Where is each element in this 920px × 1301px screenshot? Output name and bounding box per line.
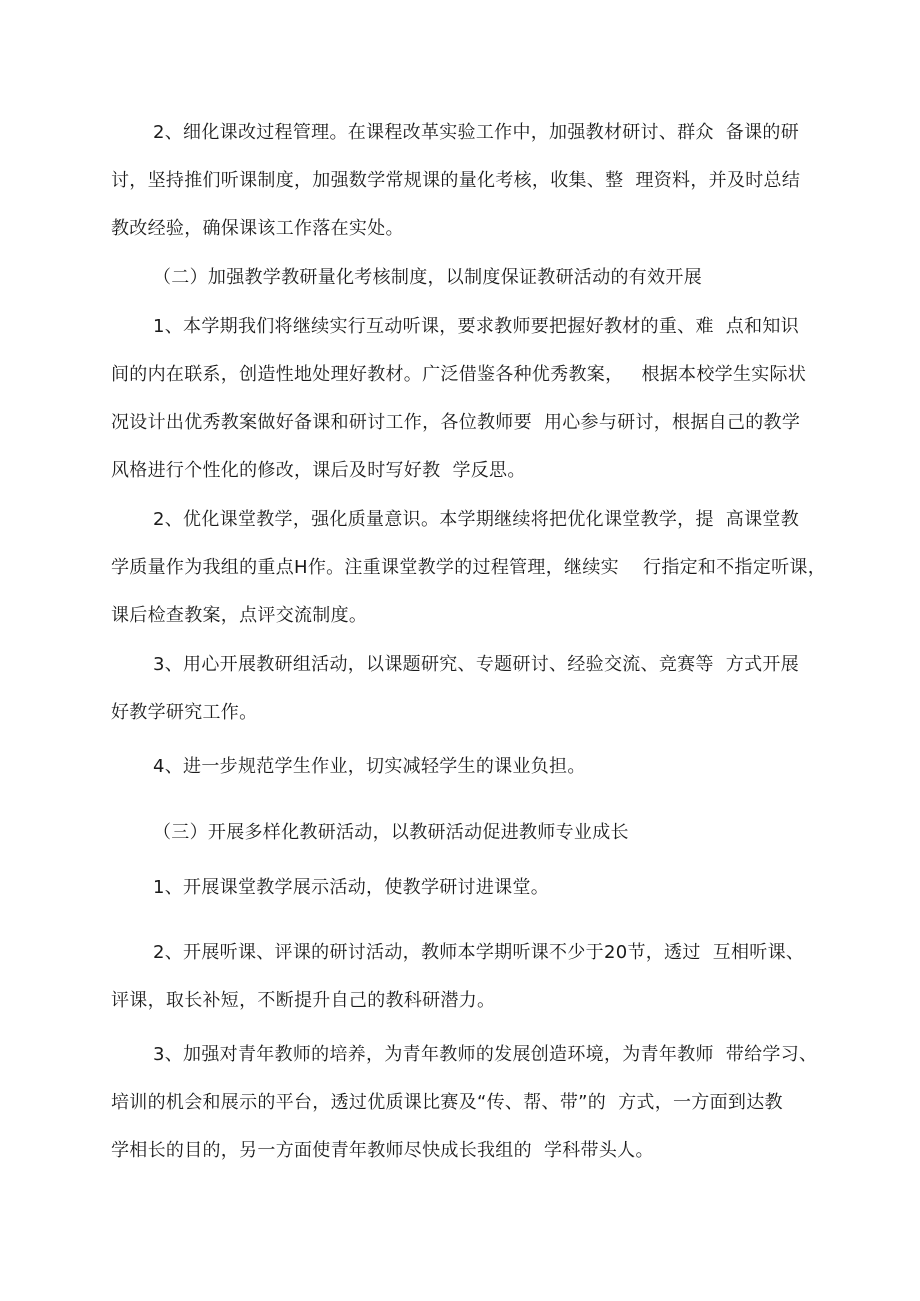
text-line: 1、本学期我们将继续实行互动听课，要求教师要把握好教材的重、难 点和知识 xyxy=(153,316,799,337)
section-heading: （二）加强教学教研量化考核制度，以制度保证教研活动的有效开展 xyxy=(153,267,702,288)
text-line: 学质量作为我组的重点H作。注重课堂教学的过程管理，继续实 行指定和不指定听课， xyxy=(111,557,827,578)
section-heading: （三）开展多样化教研活动，以教研活动促进教师专业成长 xyxy=(153,822,629,843)
text-line: 教改经验，确保课该工作落在实处。 xyxy=(111,218,404,239)
text-line: 况设计出优秀教案做好备课和研讨工作，各位教师要 用心参与研讨，根据自己的教学 xyxy=(111,412,801,433)
text-line: 评课，取长补短，不断提升自己的教科研潜力。 xyxy=(111,990,496,1011)
text-line: 3、用心开展教研组活动，以课题研究、专题研讨、经验交流、竞赛等 方式开展 xyxy=(153,654,799,675)
text-line: 2、开展听课、评课的研讨活动，教师本学期听课不少于20节，透过 互相听课、 xyxy=(153,942,805,963)
text-line: 2、优化课堂教学，强化质量意识。本学期继续将把优化课堂教学，提 高课堂教 xyxy=(153,509,799,530)
text-line: 2、细化课改过程管理。在课程改革实验工作中，加强教材研讨、群众 备课的研 xyxy=(153,122,799,143)
text-line: 讨，坚持推们听课制度，加强数学常规课的量化考核，收集、整 理资料，并及时总结 xyxy=(111,170,801,191)
text-line: 好教学研究工作。 xyxy=(111,702,258,723)
text-line: 3、加强对青年教师的培养，为青年教师的发展创造环境，为青年教师 带给学习、 xyxy=(153,1044,818,1065)
text-line: 学相长的目的，另一方面使青年教师尽快成长我组的 学科带头人。 xyxy=(111,1140,654,1161)
text-line: 4、进一步规范学生作业，切实减轻学生的课业负担。 xyxy=(153,756,586,777)
text-line: 间的内在联系，创造性地处理好教材。广泛借鉴各种优秀教案， 根据本校学生实际状 xyxy=(111,364,807,385)
text-line: 风格进行个性化的修改，课后及时写好教 学反思。 xyxy=(111,460,526,481)
text-line: 培训的机会和展示的平台，透过优质课比赛及“传、帮、带”的 方式，一方面到达教 xyxy=(111,1092,783,1113)
text-line: 1、开展课堂教学展示活动，使教学研讨进课堂。 xyxy=(153,877,550,898)
text-line: 课后检查教案，点评交流制度。 xyxy=(111,605,368,626)
